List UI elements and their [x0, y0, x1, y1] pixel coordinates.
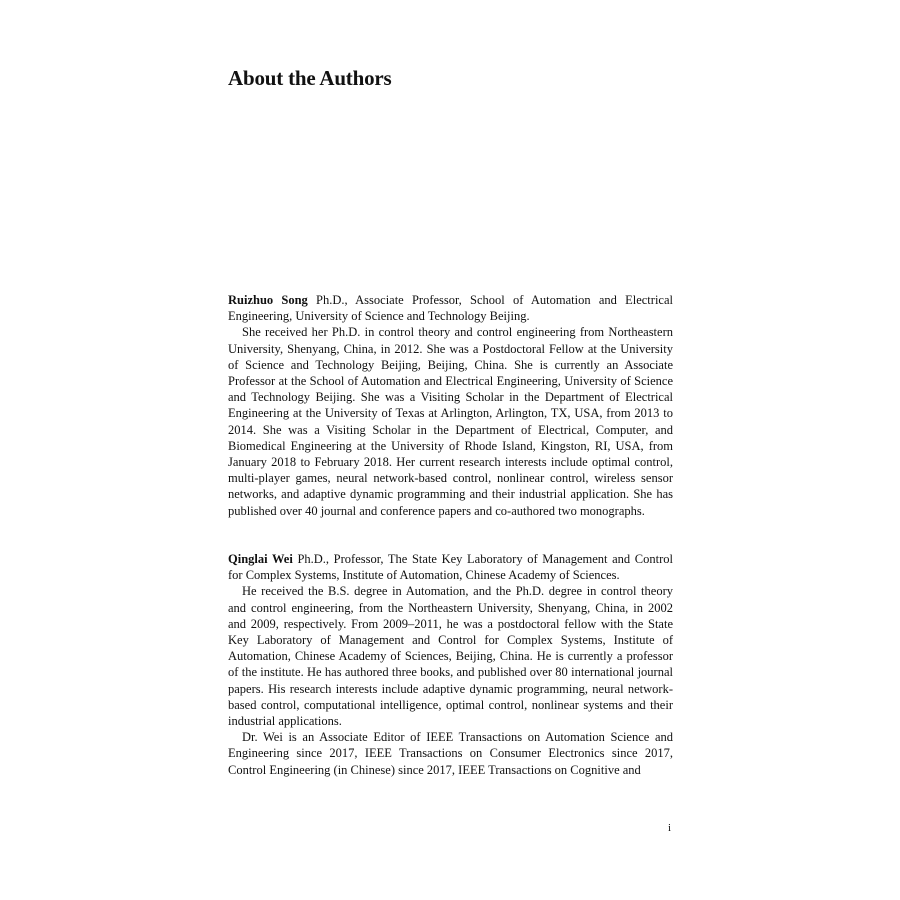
- author-bio-ruizhuo-song: [228, 292, 673, 519]
- author-heading: [228, 292, 673, 324]
- author-heading: [228, 551, 673, 583]
- bio-paragraph: Dr. Wei is an Associate Editor of IEEE Transactions on Automation Science and Engineering since 2017, IEEE Transactions on Consumer Electronics since 2017, Control Engineering (in Chinese) since 2017, IEEE Transactions on Cognitive and: [228, 730, 673, 777]
- author-name: Ruizhuo Song: [228, 293, 308, 307]
- author-bio-qinglai-wei: [228, 551, 673, 778]
- page-number: i: [668, 822, 672, 834]
- bio-paragraph: She received her Ph.D. in control theory and control engineering from Northeastern University, Shenyang, China, in 2012. She was a Postdoctoral Fellow at the University of Science and Technology Beijing, Beijing, China. She is currently an Associate Professor at the School of Automation and Electrical Engineering, University of Science and Technology Beijing. She was a Visiting Scholar in the Department of Electrical Engineering at the University of Texas at Arlington, Arlington, TX, USA, from 2013 to 2014. She was a Visiting Scholar in the Department of Electrical, Computer, and Biomedical Engineering at the University of Rhode Island, Kingston, RI, USA, from January 2018 to February 2018. Her current research interests include optimal control, multi-player games, neural network-based control, nonlinear control, wireless sensor networks, and adaptive dynamic programming and their industrial application. She has published over 40 journal and conference papers and co-authored two monographs.: [228, 325, 673, 518]
- page-title: About the Authors: [228, 66, 392, 90]
- author-affiliation: Ph.D., Professor, The State Key Laboratory of Management and Control for Complex Systems, Institute of Automation, Chinese Academy of Sciences.: [228, 552, 673, 583]
- author-name: Qinglai Wei: [228, 552, 293, 566]
- author-affiliation: Ph.D., Associate Professor, School of Automation and Electrical Engineering, University of Science and Technology Beijing.: [228, 293, 673, 324]
- bio-paragraph: He received the B.S. degree in Automation, and the Ph.D. degree in control theory and control engineering, from the Northeastern University, Shenyang, China, in 2002 and 2009, respectively. From 2009–2011, he was a postdoctoral fellow with the State Key Laboratory of Management and Control for Complex Systems, Institute of Automation, Chinese Academy of Sciences, Beijing, China. He is currently a professor of the institute. He has authored three books, and published over 80 international journal papers. His research interests include adaptive dynamic programming, neural network-based control, computational intelligence, optimal control, nonlinear systems and their industrial applications.: [228, 584, 673, 729]
